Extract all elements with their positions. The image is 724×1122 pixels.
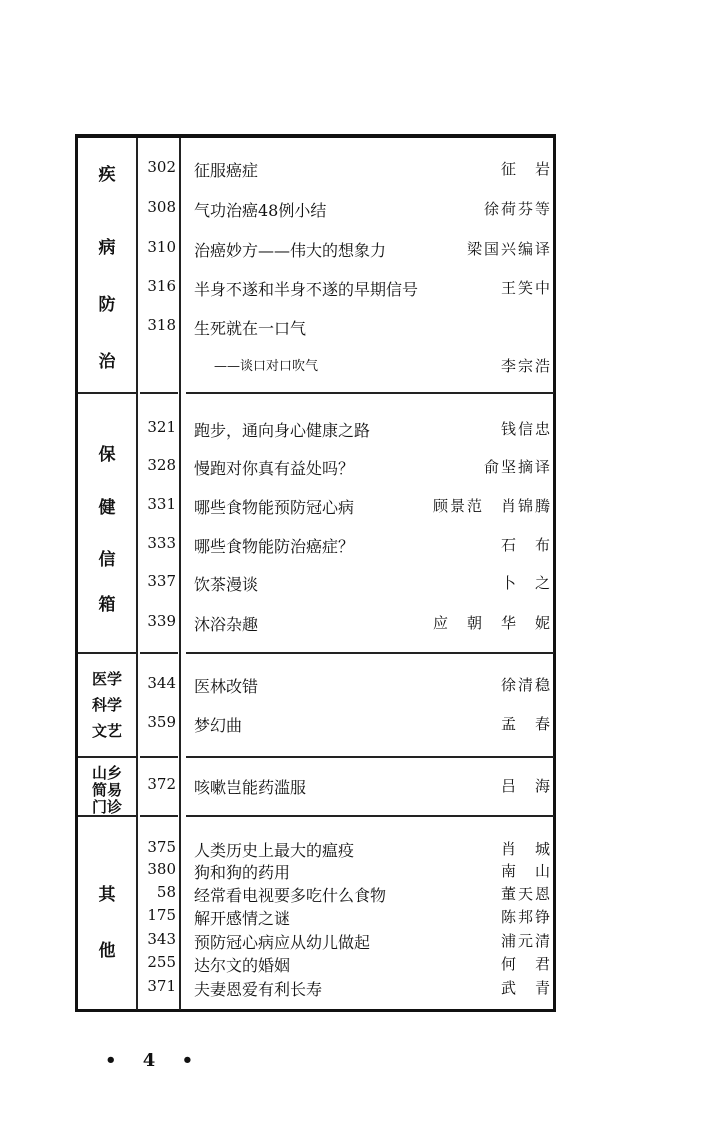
section-divider — [186, 392, 554, 394]
page-number: • 4 • — [105, 1050, 204, 1071]
category-label: 门诊 — [91, 798, 122, 816]
article-author: 武 青 — [500, 979, 552, 997]
category-label: 防 — [98, 295, 116, 315]
article-title: 达尔文的婚姻 — [194, 956, 291, 975]
category-label: 文艺 — [91, 722, 122, 740]
section-divider — [140, 815, 178, 817]
section-divider — [140, 756, 178, 758]
article-title: 慢跑对你真有益处吗？ — [194, 459, 355, 478]
article-title: 梦幻曲 — [194, 716, 243, 735]
article-page-number: 371 — [147, 977, 176, 995]
article-author: 浦元清 — [500, 932, 552, 950]
article-title: 征服癌症 — [194, 161, 259, 180]
article-author: 何 君 — [500, 955, 552, 973]
article-page-number: 175 — [147, 906, 176, 924]
article-author: 俞坚摘译 — [483, 458, 552, 476]
article-page-number: 343 — [147, 930, 176, 948]
article-title: 经常看电视要多吃什么食物 — [194, 886, 387, 905]
article-title: 咳嗽岂能药滥服 — [194, 778, 307, 797]
article-page-number: 333 — [147, 534, 176, 552]
category-label: 其 — [98, 885, 116, 905]
page-column-divider — [179, 138, 181, 1010]
section-divider — [140, 652, 178, 654]
category-label: 箱 — [98, 595, 116, 615]
article-title: 饮茶漫谈 — [194, 575, 259, 594]
section-divider — [186, 815, 554, 817]
category-label: 治 — [98, 352, 116, 372]
article-author: 陈邦铮 — [500, 908, 552, 926]
article-author: 徐荷芬等 — [483, 200, 552, 218]
article-page-number: 375 — [147, 838, 176, 856]
section-divider — [78, 392, 136, 394]
article-page-number: 308 — [147, 198, 176, 216]
article-author: 梁国兴编译 — [466, 240, 552, 258]
article-page-number: 328 — [147, 456, 176, 474]
article-page-number: 58 — [156, 883, 176, 901]
article-page-number: 302 — [147, 158, 176, 176]
article-page-number: 339 — [147, 612, 176, 630]
article-title: ——谈口对口吹气 — [214, 359, 319, 374]
article-author: 肖 城 — [500, 840, 552, 858]
category-label: 疾 — [98, 165, 116, 185]
article-page-number: 344 — [147, 674, 176, 692]
article-author: 王笑中 — [500, 279, 552, 297]
article-title: 夫妻恩爱有利长寿 — [194, 980, 323, 999]
article-title: 跑步，通向身心健康之路 — [194, 421, 371, 440]
article-author: 顾景范 肖锦腾 — [432, 497, 552, 515]
section-divider — [186, 652, 554, 654]
article-page-number: 337 — [147, 572, 176, 590]
section-divider — [140, 392, 178, 394]
category-label: 病 — [98, 238, 116, 258]
article-page-number: 359 — [147, 713, 176, 731]
category-label: 简易 — [91, 781, 122, 799]
article-author: 吕 海 — [500, 777, 552, 795]
category-label: 他 — [98, 941, 116, 961]
article-title: 人类历史上最大的瘟疫 — [194, 841, 355, 860]
category-label: 医学 — [91, 670, 122, 688]
article-author: 应 朝 华 妮 — [432, 614, 552, 632]
article-title: 哪些食物能预防冠心病 — [194, 498, 355, 517]
article-page-number: 321 — [147, 418, 176, 436]
article-author: 孟 春 — [500, 715, 552, 733]
article-title: 哪些食物能防治癌症？ — [194, 537, 355, 556]
article-author: 李宗浩 — [500, 357, 552, 375]
section-divider — [186, 756, 554, 758]
section-divider — [78, 652, 136, 654]
article-title: 半身不遂和半身不遂的早期信号 — [194, 280, 419, 299]
article-page-number: 255 — [147, 953, 176, 971]
article-page-number: 316 — [147, 277, 176, 295]
article-page-number: 372 — [147, 775, 176, 793]
category-label: 科学 — [91, 696, 122, 714]
article-title: 治癌妙方——伟大的想象力 — [194, 241, 387, 260]
category-label: 保 — [98, 445, 116, 465]
category-label: 山乡 — [91, 764, 122, 782]
article-author: 南 山 — [500, 862, 552, 880]
article-page-number: 318 — [147, 316, 176, 334]
article-title: 生死就在一口气 — [194, 319, 307, 338]
article-title: 沐浴杂趣 — [194, 615, 259, 634]
article-page-number: 380 — [147, 860, 176, 878]
category-label: 信 — [98, 550, 116, 570]
article-author: 石 布 — [500, 536, 552, 554]
article-title: 狗和狗的药用 — [194, 863, 291, 882]
article-title: 解开感情之谜 — [194, 909, 291, 928]
article-title: 气功治癌48例小结 — [194, 201, 327, 220]
article-title: 医林改错 — [194, 677, 259, 696]
article-page-number: 331 — [147, 495, 176, 513]
article-author: 卜 之 — [500, 574, 552, 592]
article-title: 预防冠心病应从幼儿做起 — [194, 933, 371, 952]
category-label: 健 — [98, 498, 116, 518]
section-divider — [78, 756, 136, 758]
article-author: 征 岩 — [500, 160, 552, 178]
article-author: 钱信忠 — [500, 420, 552, 438]
article-author: 董天恩 — [500, 885, 552, 903]
article-author: 徐清稳 — [500, 676, 552, 694]
article-page-number: 310 — [147, 238, 176, 256]
